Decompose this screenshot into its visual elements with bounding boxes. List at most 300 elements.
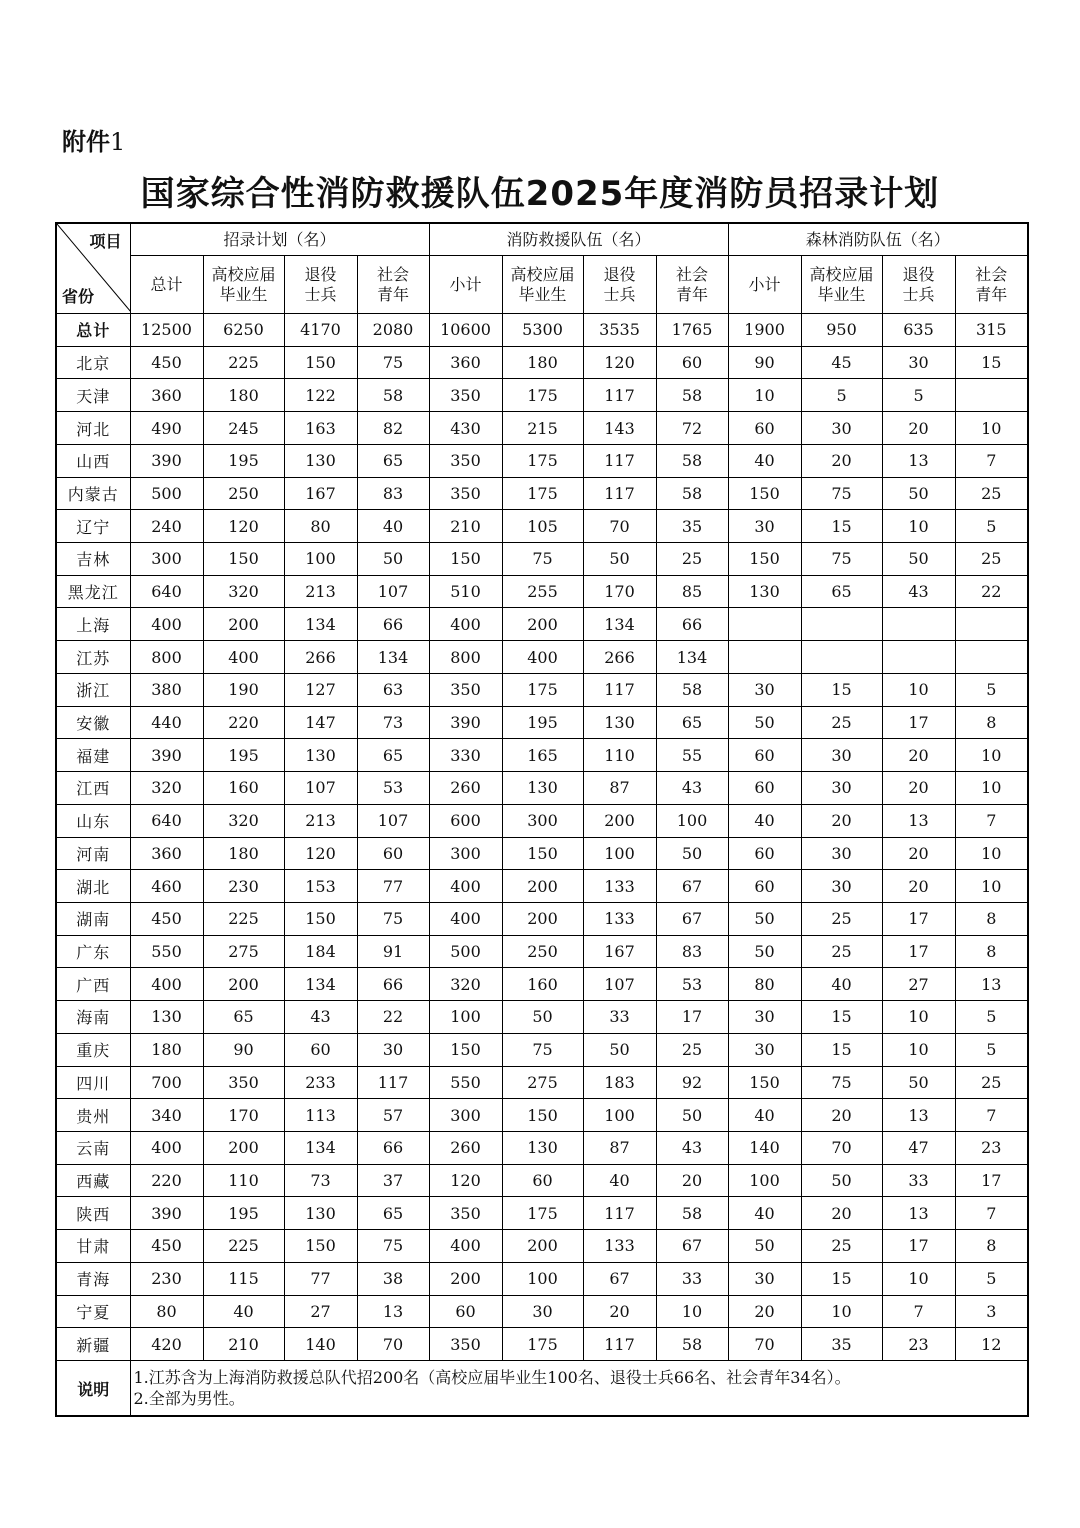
- note-content: [130, 1361, 1028, 1417]
- value-cell: 200: [502, 870, 583, 903]
- value-cell: 165: [502, 739, 583, 772]
- value-cell: 130: [284, 444, 357, 477]
- subheader-cell: [583, 256, 656, 314]
- value-cell: 100: [583, 1099, 656, 1132]
- value-cell: 260: [429, 772, 502, 805]
- table-row: [56, 444, 1028, 477]
- value-cell: 87: [583, 1131, 656, 1164]
- value-cell: 117: [357, 1066, 429, 1099]
- value-cell: 70: [357, 1328, 429, 1361]
- value-cell: 120: [583, 346, 656, 379]
- value-cell: 66: [357, 1131, 429, 1164]
- table-row: [56, 935, 1028, 968]
- value-cell: 60: [656, 346, 728, 379]
- table-row: [56, 608, 1028, 641]
- value-cell: 15: [801, 1001, 882, 1034]
- value-cell: 13: [882, 804, 955, 837]
- value-cell: 200: [502, 1230, 583, 1263]
- value-cell: 5: [955, 1033, 1028, 1066]
- subheader-line: 社会: [676, 264, 709, 284]
- value-cell: 360: [130, 379, 203, 412]
- value-cell: 50: [728, 1230, 801, 1263]
- value-cell: [955, 641, 1028, 674]
- value-cell: 300: [502, 804, 583, 837]
- value-cell: 266: [284, 641, 357, 674]
- value-cell: 7: [955, 444, 1028, 477]
- province-cell: 天津: [56, 379, 130, 412]
- value-cell: 160: [502, 968, 583, 1001]
- value-cell: 15: [801, 673, 882, 706]
- value-cell: 10: [882, 510, 955, 543]
- value-cell: 150: [284, 346, 357, 379]
- province-cell: 吉林: [56, 543, 130, 576]
- value-cell: 67: [656, 1230, 728, 1263]
- subheader-line: 士兵: [304, 284, 337, 304]
- value-cell: 60: [728, 739, 801, 772]
- value-cell: 58: [656, 1197, 728, 1230]
- value-cell: 400: [130, 1131, 203, 1164]
- subheader-cell: [882, 256, 955, 314]
- value-cell: 20: [583, 1295, 656, 1328]
- subheader-cell: [801, 256, 882, 314]
- value-cell: [955, 379, 1028, 412]
- value-cell: 950: [801, 314, 882, 347]
- value-cell: 40: [203, 1295, 284, 1328]
- value-cell: 58: [656, 477, 728, 510]
- value-cell: 37: [357, 1164, 429, 1197]
- value-cell: 275: [502, 1066, 583, 1099]
- value-cell: 330: [429, 739, 502, 772]
- province-cell: 山西: [56, 444, 130, 477]
- value-cell: 13: [357, 1295, 429, 1328]
- value-cell: 640: [130, 804, 203, 837]
- value-cell: 170: [583, 575, 656, 608]
- value-cell: 117: [583, 1328, 656, 1361]
- value-cell: 50: [656, 1099, 728, 1132]
- subheader-line: 毕业生: [219, 284, 268, 304]
- value-cell: 13: [882, 444, 955, 477]
- value-cell: 400: [130, 968, 203, 1001]
- value-cell: 420: [130, 1328, 203, 1361]
- value-cell: 15: [801, 1262, 882, 1295]
- corner-province-label: 省份: [62, 287, 95, 306]
- value-cell: 167: [284, 477, 357, 510]
- value-cell: 250: [203, 477, 284, 510]
- province-cell: 浙江: [56, 673, 130, 706]
- value-cell: 10: [955, 837, 1028, 870]
- value-cell: 60: [728, 412, 801, 445]
- value-cell: 130: [130, 1001, 203, 1034]
- value-cell: 120: [429, 1164, 502, 1197]
- value-cell: 500: [429, 935, 502, 968]
- value-cell: 5: [955, 510, 1028, 543]
- subheader-line: 毕业生: [518, 284, 567, 304]
- value-cell: 350: [429, 673, 502, 706]
- value-cell: 320: [429, 968, 502, 1001]
- note-line-1: 1.江苏含为上海消防救援总队代招200名（高校应届毕业生100名、退役士兵66名、社会青年34名）。: [133, 1368, 851, 1387]
- value-cell: 17: [882, 706, 955, 739]
- value-cell: 25: [955, 543, 1028, 576]
- value-cell: 320: [130, 772, 203, 805]
- subheader-line: 小计: [748, 274, 781, 294]
- value-cell: 450: [130, 902, 203, 935]
- value-cell: 65: [203, 1001, 284, 1034]
- value-cell: 40: [801, 968, 882, 1001]
- value-cell: 120: [203, 510, 284, 543]
- value-cell: 7: [955, 1099, 1028, 1132]
- value-cell: 33: [656, 1262, 728, 1295]
- value-cell: 490: [130, 412, 203, 445]
- value-cell: 150: [728, 543, 801, 576]
- attachment-label: [62, 122, 125, 157]
- value-cell: 15: [801, 1033, 882, 1066]
- value-cell: 35: [656, 510, 728, 543]
- value-cell: 58: [656, 444, 728, 477]
- value-cell: 180: [203, 379, 284, 412]
- value-cell: 160: [203, 772, 284, 805]
- subheader-line: 退役: [603, 264, 636, 284]
- value-cell: 40: [583, 1164, 656, 1197]
- value-cell: 10: [882, 1001, 955, 1034]
- value-cell: 8: [955, 935, 1028, 968]
- value-cell: 200: [203, 608, 284, 641]
- value-cell: 10600: [429, 314, 502, 347]
- header-row-groups: [56, 223, 1028, 256]
- value-cell: 1765: [656, 314, 728, 347]
- value-cell: 20: [882, 739, 955, 772]
- value-cell: 7: [955, 804, 1028, 837]
- value-cell: 245: [203, 412, 284, 445]
- province-cell: 海南: [56, 1001, 130, 1034]
- value-cell: 800: [130, 641, 203, 674]
- table-row: [56, 1164, 1028, 1197]
- value-cell: 5: [882, 379, 955, 412]
- subheader-line: 士兵: [902, 284, 935, 304]
- table-row: [56, 1197, 1028, 1230]
- value-cell: 50: [728, 902, 801, 935]
- province-cell: 福建: [56, 739, 130, 772]
- table-row: [56, 902, 1028, 935]
- value-cell: 50: [583, 1033, 656, 1066]
- province-cell: 上海: [56, 608, 130, 641]
- value-cell: 107: [357, 575, 429, 608]
- table-row: [56, 477, 1028, 510]
- value-cell: 66: [357, 608, 429, 641]
- subheader-line: 青年: [676, 284, 709, 304]
- value-cell: 100: [429, 1001, 502, 1034]
- value-cell: 260: [429, 1131, 502, 1164]
- value-cell: [882, 608, 955, 641]
- value-cell: 30: [357, 1033, 429, 1066]
- province-cell: 内蒙古: [56, 477, 130, 510]
- value-cell: 400: [429, 902, 502, 935]
- value-cell: 134: [284, 608, 357, 641]
- value-cell: 75: [357, 1230, 429, 1263]
- province-cell: 广西: [56, 968, 130, 1001]
- value-cell: 30: [728, 1001, 801, 1034]
- value-cell: 360: [130, 837, 203, 870]
- value-cell: 80: [728, 968, 801, 1001]
- value-cell: 25: [955, 1066, 1028, 1099]
- value-cell: 65: [357, 739, 429, 772]
- value-cell: 58: [656, 1328, 728, 1361]
- value-cell: 53: [357, 772, 429, 805]
- subheader-line: 士兵: [603, 284, 636, 304]
- value-cell: 195: [203, 1197, 284, 1230]
- province-cell: 河南: [56, 837, 130, 870]
- value-cell: 340: [130, 1099, 203, 1132]
- value-cell: 100: [656, 804, 728, 837]
- value-cell: 27: [882, 968, 955, 1001]
- value-cell: 30: [801, 870, 882, 903]
- value-cell: 20: [801, 804, 882, 837]
- corner-header-cell: [56, 223, 130, 314]
- value-cell: 200: [203, 968, 284, 1001]
- province-cell: 辽宁: [56, 510, 130, 543]
- value-cell: 2080: [357, 314, 429, 347]
- value-cell: 43: [656, 1131, 728, 1164]
- value-cell: 150: [429, 543, 502, 576]
- value-cell: 175: [502, 477, 583, 510]
- group-header-recruitment: 招录计划（名）: [130, 223, 429, 256]
- value-cell: 130: [502, 1131, 583, 1164]
- value-cell: 225: [203, 346, 284, 379]
- value-cell: 60: [357, 837, 429, 870]
- value-cell: 3535: [583, 314, 656, 347]
- value-cell: 390: [130, 444, 203, 477]
- value-cell: 30: [728, 673, 801, 706]
- value-cell: 38: [357, 1262, 429, 1295]
- value-cell: 400: [429, 608, 502, 641]
- value-cell: 77: [284, 1262, 357, 1295]
- value-cell: 43: [882, 575, 955, 608]
- value-cell: 25: [656, 1033, 728, 1066]
- value-cell: 8: [955, 902, 1028, 935]
- table-row: [56, 739, 1028, 772]
- table-row: [56, 1131, 1028, 1164]
- value-cell: 180: [502, 346, 583, 379]
- province-cell: 西藏: [56, 1164, 130, 1197]
- value-cell: 110: [583, 739, 656, 772]
- table-row: [56, 804, 1028, 837]
- subheader-line: 高校应届: [211, 264, 276, 284]
- value-cell: 10: [955, 739, 1028, 772]
- value-cell: 53: [656, 968, 728, 1001]
- value-cell: 150: [284, 902, 357, 935]
- province-cell: 贵州: [56, 1099, 130, 1132]
- recruitment-plan-table: [55, 222, 1029, 1417]
- value-cell: 134: [583, 608, 656, 641]
- table-row: [56, 510, 1028, 543]
- subheader-line: 社会: [377, 264, 410, 284]
- value-cell: 390: [429, 706, 502, 739]
- value-cell: 200: [203, 1131, 284, 1164]
- value-cell: 230: [130, 1262, 203, 1295]
- subheader-cell: [728, 256, 801, 314]
- value-cell: 130: [284, 1197, 357, 1230]
- value-cell: 15: [955, 346, 1028, 379]
- value-cell: 175: [502, 1328, 583, 1361]
- value-cell: 640: [130, 575, 203, 608]
- value-cell: 17: [882, 1230, 955, 1263]
- value-cell: 70: [583, 510, 656, 543]
- value-cell: 13: [955, 968, 1028, 1001]
- value-cell: 75: [357, 902, 429, 935]
- value-cell: [955, 608, 1028, 641]
- value-cell: 17: [882, 902, 955, 935]
- value-cell: 350: [203, 1066, 284, 1099]
- table-row: [56, 346, 1028, 379]
- value-cell: 87: [583, 772, 656, 805]
- value-cell: 350: [429, 477, 502, 510]
- value-cell: 40: [728, 1197, 801, 1230]
- subheader-line: 高校应届: [809, 264, 874, 284]
- value-cell: 30: [801, 412, 882, 445]
- total-label-cell: 总计: [56, 314, 130, 347]
- value-cell: 25: [656, 543, 728, 576]
- value-cell: 10: [882, 1262, 955, 1295]
- value-cell: 22: [955, 575, 1028, 608]
- value-cell: 7: [882, 1295, 955, 1328]
- value-cell: 60: [728, 837, 801, 870]
- value-cell: 140: [728, 1131, 801, 1164]
- value-cell: [801, 608, 882, 641]
- subheader-line: 退役: [304, 264, 337, 284]
- value-cell: 75: [502, 1033, 583, 1066]
- value-cell: 15: [801, 510, 882, 543]
- attachment-number: 1: [110, 128, 126, 156]
- value-cell: 23: [955, 1131, 1028, 1164]
- province-cell: 云南: [56, 1131, 130, 1164]
- value-cell: 10: [955, 772, 1028, 805]
- value-cell: 175: [502, 444, 583, 477]
- value-cell: 107: [357, 804, 429, 837]
- value-cell: 10: [882, 1033, 955, 1066]
- value-cell: 147: [284, 706, 357, 739]
- value-cell: 40: [728, 804, 801, 837]
- value-cell: 10: [955, 870, 1028, 903]
- value-cell: 100: [728, 1164, 801, 1197]
- value-cell: 400: [130, 608, 203, 641]
- value-cell: 40: [728, 444, 801, 477]
- value-cell: 175: [502, 673, 583, 706]
- value-cell: 150: [728, 1066, 801, 1099]
- value-cell: 50: [656, 837, 728, 870]
- value-cell: 60: [728, 870, 801, 903]
- value-cell: 240: [130, 510, 203, 543]
- note-row: [56, 1361, 1028, 1417]
- subheader-cell: [203, 256, 284, 314]
- table-row: [56, 1230, 1028, 1263]
- value-cell: 315: [955, 314, 1028, 347]
- value-cell: 7: [955, 1197, 1028, 1230]
- subheader-line: 高校应届: [510, 264, 575, 284]
- value-cell: 83: [357, 477, 429, 510]
- value-cell: 5: [955, 673, 1028, 706]
- table-row: [56, 837, 1028, 870]
- value-cell: 5: [955, 1262, 1028, 1295]
- value-cell: 67: [583, 1262, 656, 1295]
- value-cell: 72: [656, 412, 728, 445]
- value-cell: 105: [502, 510, 583, 543]
- value-cell: 150: [728, 477, 801, 510]
- value-cell: 200: [429, 1262, 502, 1295]
- value-cell: [728, 608, 801, 641]
- value-cell: 80: [284, 510, 357, 543]
- value-cell: 25: [801, 902, 882, 935]
- value-cell: 58: [656, 379, 728, 412]
- value-cell: 200: [502, 608, 583, 641]
- value-cell: 67: [656, 870, 728, 903]
- value-cell: 143: [583, 412, 656, 445]
- table-row: [56, 1295, 1028, 1328]
- subheader-cell: [502, 256, 583, 314]
- value-cell: 195: [203, 739, 284, 772]
- province-cell: 四川: [56, 1066, 130, 1099]
- subheader-cell: [357, 256, 429, 314]
- value-cell: 225: [203, 1230, 284, 1263]
- table-row: [56, 968, 1028, 1001]
- subheader-line: 社会: [975, 264, 1008, 284]
- document-title: 国家综合性消防救援队伍2025年度消防员招录计划: [140, 174, 940, 214]
- value-cell: 107: [284, 772, 357, 805]
- value-cell: 220: [130, 1164, 203, 1197]
- attachment-text: 附件: [62, 128, 110, 156]
- table-row: [56, 1262, 1028, 1295]
- value-cell: 30: [502, 1295, 583, 1328]
- value-cell: 20: [882, 837, 955, 870]
- value-cell: 140: [284, 1328, 357, 1361]
- value-cell: 5300: [502, 314, 583, 347]
- value-cell: 440: [130, 706, 203, 739]
- value-cell: 400: [502, 641, 583, 674]
- province-cell: 安徽: [56, 706, 130, 739]
- value-cell: 58: [656, 673, 728, 706]
- value-cell: 80: [130, 1295, 203, 1328]
- value-cell: 130: [502, 772, 583, 805]
- value-cell: 55: [656, 739, 728, 772]
- table-row: [56, 412, 1028, 445]
- value-cell: 100: [583, 837, 656, 870]
- table-row: [56, 1001, 1028, 1034]
- value-cell: 215: [502, 412, 583, 445]
- value-cell: 58: [357, 379, 429, 412]
- value-cell: 200: [502, 902, 583, 935]
- value-cell: 65: [801, 575, 882, 608]
- value-cell: 60: [728, 772, 801, 805]
- value-cell: 350: [429, 379, 502, 412]
- value-cell: 233: [284, 1066, 357, 1099]
- value-cell: 12500: [130, 314, 203, 347]
- value-cell: 75: [801, 477, 882, 510]
- value-cell: 57: [357, 1099, 429, 1132]
- subheader-cell: [429, 256, 502, 314]
- value-cell: 107: [583, 968, 656, 1001]
- group-header-fire-rescue: 消防救援队伍（名）: [429, 223, 728, 256]
- province-cell: 河北: [56, 412, 130, 445]
- value-cell: 320: [203, 804, 284, 837]
- value-cell: 300: [130, 543, 203, 576]
- value-cell: 50: [728, 935, 801, 968]
- value-cell: 153: [284, 870, 357, 903]
- value-cell: 190: [203, 673, 284, 706]
- value-cell: 50: [357, 543, 429, 576]
- value-cell: 30: [801, 772, 882, 805]
- value-cell: 400: [429, 870, 502, 903]
- value-cell: 800: [429, 641, 502, 674]
- value-cell: 8: [955, 706, 1028, 739]
- value-cell: 127: [284, 673, 357, 706]
